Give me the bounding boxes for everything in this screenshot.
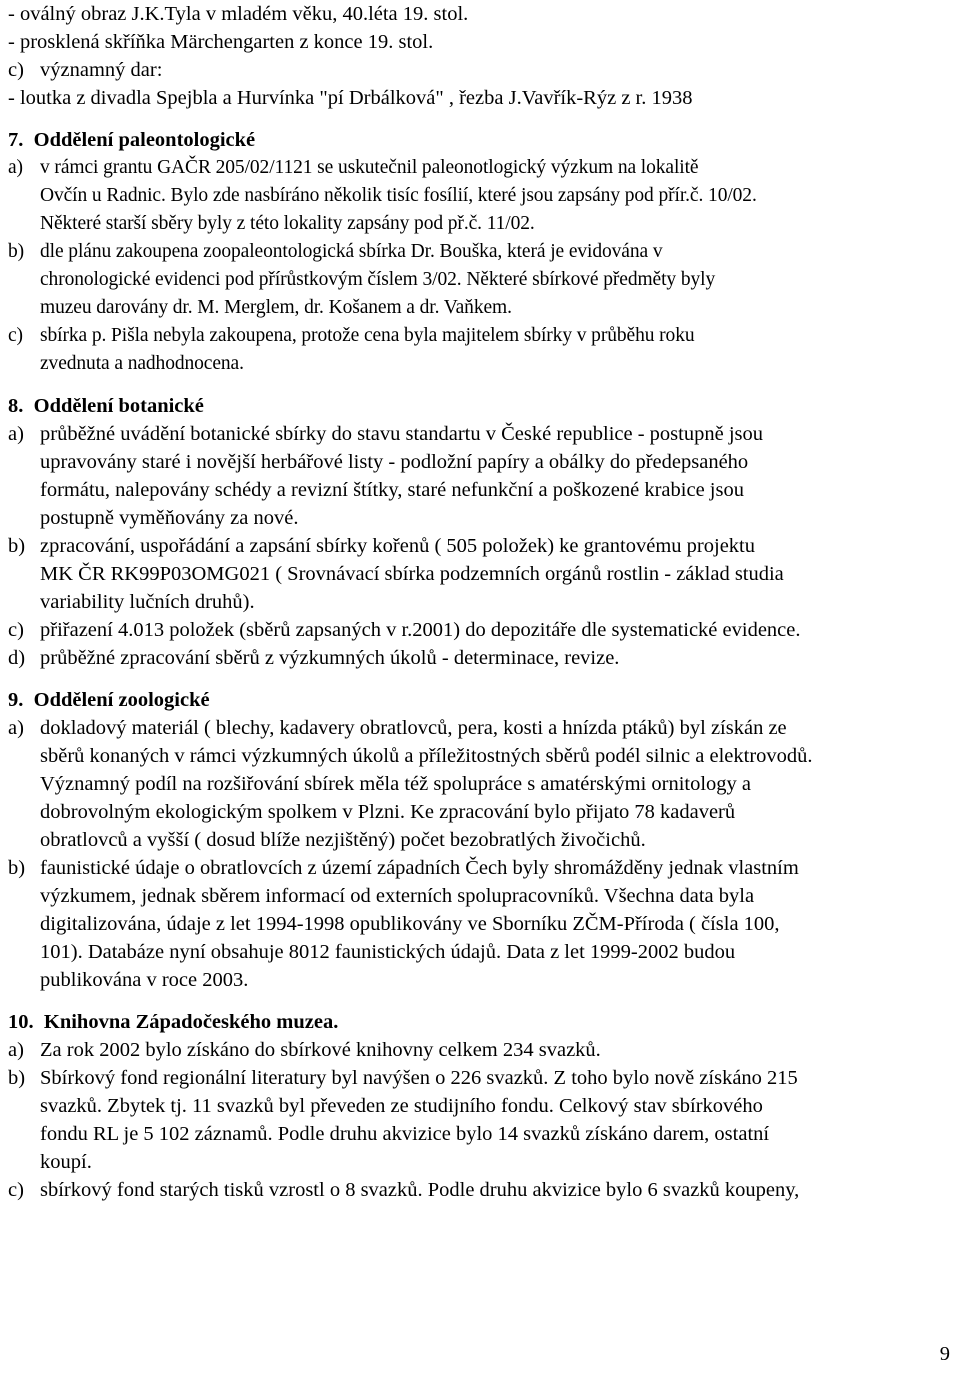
section-number: 10. (8, 1011, 34, 1033)
item-line: MK ČR RK99P03OMG021 ( Srovnávací sbírka podzemních orgánů rostlin - základ studia (40, 563, 784, 585)
item-line: muzeu darovány dr. M. Merglem, dr. Košanem a dr. Vaňkem. (40, 297, 512, 318)
item-marker: a) (8, 717, 24, 739)
item-line: variability lučních druhů). (40, 591, 255, 613)
item-line: dobrovolným ekologickým spolkem v Plzni. Ke zpracování bylo přijato 78 kadaverů (40, 801, 736, 823)
section-heading (8, 392, 953, 420)
list-item (8, 238, 953, 322)
intro-line: - prosklená skříňka Märchengarten z konce 19. stol. (8, 31, 434, 53)
item-line: Některé starší sběry byly z této lokality zapsány pod př.č. 11/02. (40, 213, 535, 234)
section-library (8, 1008, 953, 1204)
section-title: Knihovna Západočeského muzea. (43, 1011, 339, 1033)
list-item (8, 420, 953, 532)
item-line: průběžné zpracování sběrů z výzkumných úkolů - determinace, revize. (40, 647, 620, 669)
section-number: 7. (8, 129, 24, 151)
item-line: chronologické evidenci pod přírůstkovým číslem 3/02. Některé sbírkové předměty byly (40, 269, 716, 290)
item-line: dle plánu zakoupena zoopaleontologická sbírka Dr. Bouška, která je evidována v (40, 241, 663, 262)
list-item (8, 644, 953, 672)
item-marker: b) (8, 241, 25, 262)
item-line: formátu, nalepovány schédy a revizní štítky, staré nefunkční a poškozené krabice jsou (40, 479, 744, 501)
item-line: svazků. Zbytek tj. 11 svazků byl převeden ze studijního fondu. Celkový stav sbírkového (40, 1095, 763, 1117)
item-line: přiřazení 4.013 položek (sběrů zapsaných v r.2001) do depozitáře dle systematické evidence. (40, 619, 801, 641)
intro-block (8, 0, 953, 112)
section-heading (8, 126, 953, 154)
page-number: 9 (939, 1343, 950, 1365)
item-line: sběrů konaných v rámci výzkumných úkolů a příležitostných sběrů podél silnic a elektrovodů. (40, 745, 813, 767)
section-heading (8, 1008, 953, 1036)
intro-line: - oválný obraz J.K.Tyla v mladém věku, 40.léta 19. stol. (8, 3, 469, 25)
item-marker: b) (8, 857, 26, 879)
item-line: výzkumem, jednak sběrem informací od externích spolupracovníků. Všechna data byla (40, 885, 755, 907)
item-line: sbírka p. Pišla nebyla zakoupena, protože cena byla majitelem sbírky v průběhu roku (40, 325, 695, 346)
item-marker: a) (8, 1039, 24, 1061)
list-item (8, 322, 953, 378)
item-marker: d) (8, 647, 26, 669)
item-line: obratlovců a vyšší ( dosud blíže nezjištěný) počet bezobratlých živočichů. (40, 829, 646, 851)
item-marker: c) (8, 325, 23, 346)
section-title: Oddělení botanické (33, 395, 204, 417)
item-line: průběžné uvádění botanické sbírky do stavu standartu v České republice - postupně jsou (40, 423, 764, 445)
item-line: zpracování, uspořádání a zapsání sbírky kořenů ( 505 položek) ke grantovému projektu (40, 535, 755, 557)
section-botany (8, 392, 953, 672)
list-item (8, 532, 953, 616)
document-page (8, 0, 953, 1204)
item-line: dokladový materiál ( blechy, kadavery obratlovců, pera, kosti a hnízda ptáků) byl získán ze (40, 717, 787, 739)
item-marker: b) (8, 535, 26, 557)
list-item (8, 56, 953, 84)
section-number: 8. (8, 395, 24, 417)
item-line: zvednuta a nadhodnocena. (40, 353, 244, 374)
list-item (8, 154, 953, 238)
item-line: 101). Databáze nyní obsahuje 8012 faunistických údajů. Data z let 1999-2002 budou (40, 941, 736, 963)
item-line: v rámci grantu GAČR 205/02/1121 se uskutečnil paleonotlogický výzkum na lokalitě (40, 157, 699, 178)
list-item (8, 854, 953, 994)
section-paleontology (8, 126, 953, 378)
item-line: významný dar: (40, 59, 163, 81)
item-marker: c) (8, 619, 24, 641)
list-item (8, 714, 953, 854)
section-number: 9. (8, 689, 24, 711)
section-heading (8, 686, 953, 714)
item-line: Za rok 2002 bylo získáno do sbírkové knihovny celkem 234 svazků. (40, 1039, 601, 1061)
section-title: Oddělení zoologické (33, 689, 210, 711)
section-title: Oddělení paleontologické (33, 129, 256, 151)
intro-line: - loutka z divadla Spejbla a Hurvínka "pí Drbálková" , řezba J.Vavřík-Rýz z r. 1938 (8, 87, 693, 109)
item-line: Významný podíl na rozšiřování sbírek měla též spolupráce s amatérskými ornitology a (40, 773, 752, 795)
list-item (8, 1064, 953, 1176)
item-line: publikována v roce 2003. (40, 969, 249, 991)
item-line: postupně vyměňovány za nové. (40, 507, 299, 529)
item-marker: a) (8, 423, 24, 445)
list-item (8, 1176, 953, 1204)
item-marker: c) (8, 1179, 24, 1201)
item-marker: c) (8, 59, 24, 81)
item-line: Ovčín u Radnic. Bylo zde nasbíráno několik tisíc fosílií, které jsou zapsány pod přír.č. 10/02. (40, 185, 757, 206)
item-line: faunistické údaje o obratlovcích z území západních Čech byly shromážděny jednak vlastním (40, 857, 799, 879)
item-line: upravovány staré i novější herbářové listy - podložní papíry a obálky do předepsaného (40, 451, 749, 473)
list-item (8, 616, 953, 644)
item-marker: b) (8, 1067, 26, 1089)
item-line: sbírkový fond starých tisků vzrostl o 8 svazků. Podle druhu akvizice bylo 6 svazků koupeny, (40, 1179, 800, 1201)
item-line: digitalizována, údaje z let 1994-1998 opublikovány ve Sborníku ZČM-Příroda ( čísla 100, (40, 913, 780, 935)
list-item (8, 1036, 953, 1064)
item-line: Sbírkový fond regionální literatury byl navýšen o 226 svazků. Z toho bylo nově získáno 215 (40, 1067, 798, 1089)
item-marker: a) (8, 157, 23, 178)
item-line: koupí. (40, 1151, 92, 1173)
item-line: fondu RL je 5 102 záznamů. Podle druhu akvizice bylo 14 svazků získáno darem, ostatní (40, 1123, 770, 1145)
section-zoology (8, 686, 953, 994)
